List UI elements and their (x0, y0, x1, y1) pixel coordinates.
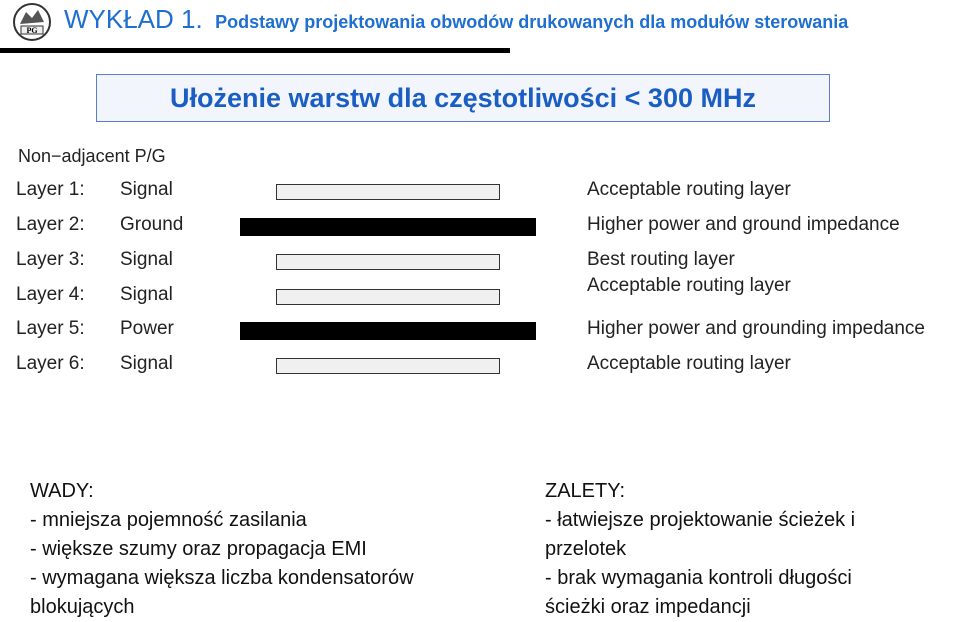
layer-type: Signal (120, 284, 173, 305)
layer-name: Layer 6: (16, 353, 85, 374)
layer-name: Layer 1: (16, 179, 85, 200)
logo-text: PG (26, 26, 38, 35)
signal-layer-bar (276, 358, 500, 374)
layer-note: Acceptable routing layer (587, 353, 791, 374)
figure-heading: Non−adjacent P/G (18, 146, 166, 166)
list-item: - brak wymagania kontroli długości (545, 567, 852, 589)
lecture-number: WYKŁAD 1. (64, 4, 203, 34)
slide-title-box (96, 74, 830, 122)
layer-name: Layer 2: (16, 214, 85, 235)
layer-type: Signal (120, 249, 173, 270)
cons-heading: WADY: (30, 480, 94, 502)
layer-row (0, 249, 960, 277)
header-divider (0, 48, 510, 53)
pros-list (545, 477, 855, 622)
layer-type: Signal (120, 353, 173, 374)
layer-type: Signal (120, 179, 173, 200)
list-item: - łatwiejsze projektowanie ścieżek i (545, 509, 856, 531)
layer-type: Ground (120, 214, 184, 235)
layer-name: Layer 3: (16, 249, 85, 270)
list-item: - większe szumy oraz propagacja EMI (30, 538, 367, 560)
layer-note: Acceptable routing layer (587, 179, 791, 200)
list-item: blokujących (30, 596, 135, 618)
pros-heading: ZALETY: (545, 480, 626, 502)
layer-name: Layer 4: (16, 284, 85, 305)
layer-row (0, 318, 960, 346)
layer-note: Acceptable routing layer (587, 275, 791, 296)
layer-name: Layer 5: (16, 318, 85, 339)
layer-row (0, 275, 960, 312)
layer-row (0, 214, 960, 242)
lecture-header (64, 4, 848, 35)
signal-layer-bar (276, 254, 500, 270)
layer-note: Best routing layer (587, 249, 735, 270)
list-item: przelotek (545, 538, 627, 560)
list-item: ścieżki oraz impedancji (545, 596, 751, 618)
layer-note: Higher power and grounding impedance (587, 318, 926, 339)
list-item: - wymagana większa liczba kondensatorów (30, 567, 414, 589)
layer-type: Power (120, 318, 174, 339)
lecture-subtitle: Podstawy projektowania obwodów drukowanych dla modułów sterowania (215, 12, 849, 32)
ground-plane-bar (240, 218, 536, 236)
slide-title: Ułożenie warstw dla częstotliwości < 300 MHz (170, 82, 756, 113)
layer-row (0, 353, 960, 381)
layer-row (0, 179, 960, 207)
signal-layer-bar (276, 289, 500, 305)
power-plane-bar (240, 322, 536, 340)
cons-list (30, 477, 414, 622)
layer-note: Higher power and ground impedance (587, 214, 900, 235)
university-crest-icon (12, 2, 52, 42)
signal-layer-bar (276, 184, 500, 200)
list-item: - mniejsza pojemność zasilania (30, 509, 307, 531)
